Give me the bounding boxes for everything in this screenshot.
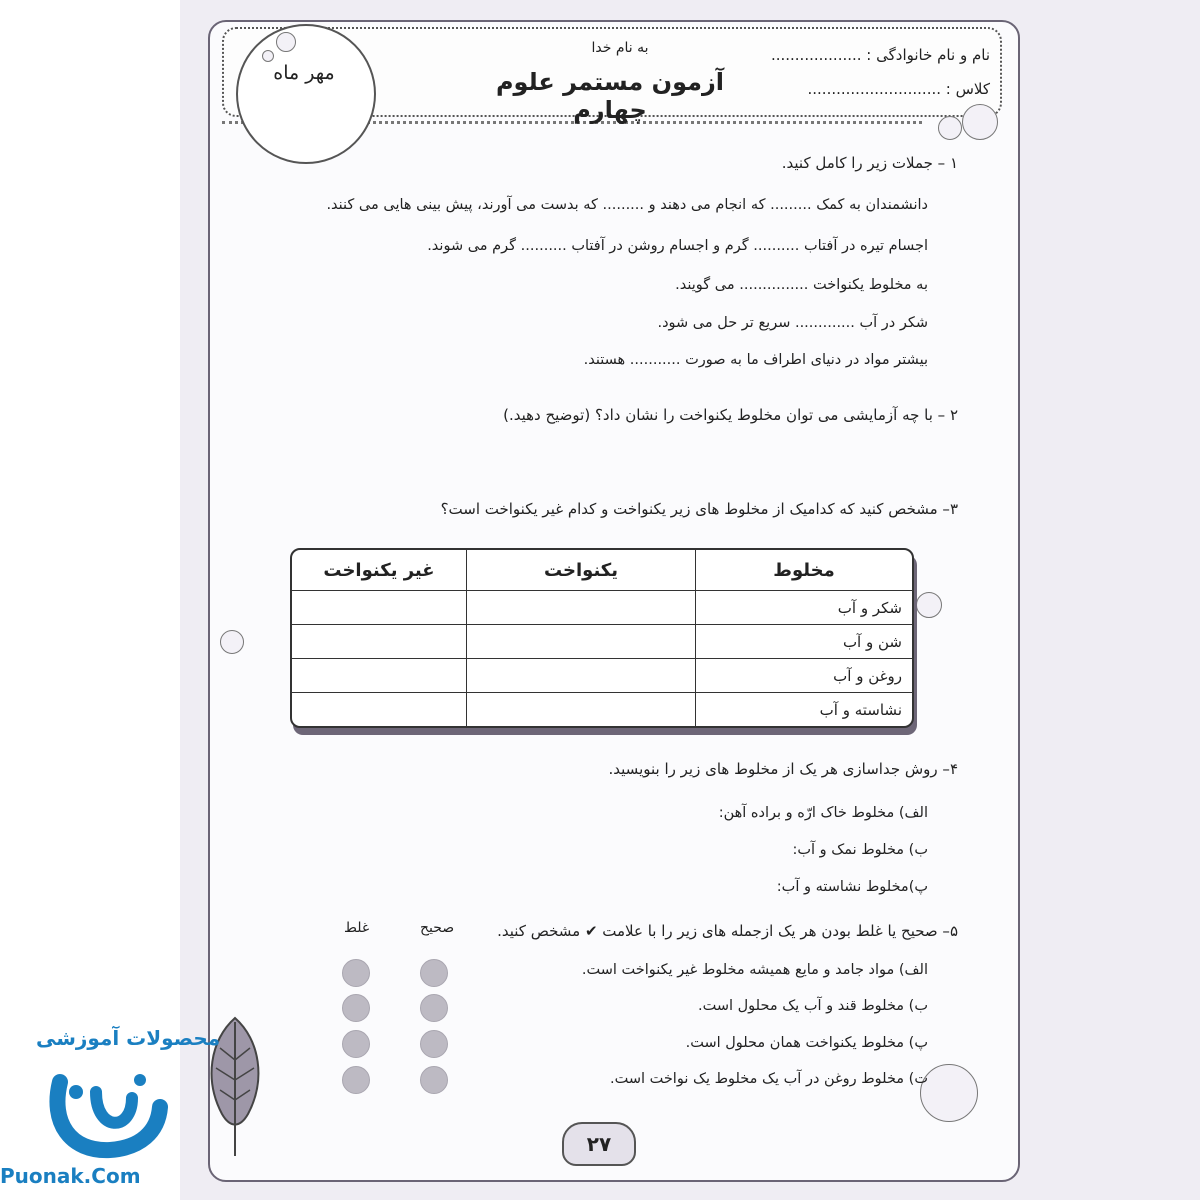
- question-4-title: ۴– روش جداسازی هر یک از مخلوط های زیر را بنویسید.: [608, 760, 958, 778]
- page-number: ۲۷: [562, 1122, 636, 1166]
- answer-cell[interactable]: [466, 625, 695, 659]
- brand-logo-icon: [40, 1062, 170, 1162]
- answer-cell[interactable]: [466, 659, 695, 693]
- false-answer-circle[interactable]: [342, 1066, 370, 1094]
- q1-line: بیشتر مواد در دنیای اطراف ما به صورت ........... هستند.: [583, 352, 928, 368]
- answer-cell[interactable]: [292, 591, 466, 625]
- question-1-title: ۱ – جملات زیر را کامل کنید.: [781, 154, 958, 172]
- answer-cell[interactable]: [292, 625, 466, 659]
- true-column-label: صحیح: [420, 920, 455, 936]
- answer-cell[interactable]: [292, 659, 466, 693]
- true-answer-circle[interactable]: [420, 1030, 448, 1058]
- q5-item: الف) مواد جامد و مایع همیشه مخلوط غیر یکنواخت است.: [581, 962, 928, 978]
- answer-cell[interactable]: [292, 693, 466, 726]
- month-badge: [236, 24, 376, 164]
- q1-line: اجسام تیره در آفتاب .......... گرم و اجسام روشن در آفتاب .......... گرم می شوند.: [427, 238, 928, 254]
- page-title: آزمون مستمر علوم چهارم: [495, 68, 725, 124]
- table-row: [292, 659, 912, 693]
- q1-line: دانشمندان به کمک ......... که انجام می دهند و ......... که بدست می آورند، پیش بینی هایی می کنند.: [326, 197, 928, 213]
- mixture-name: روغن و آب: [695, 659, 912, 693]
- table-row: [292, 625, 912, 659]
- brand-tagline: محصولات آموزشی: [36, 1026, 221, 1050]
- month-label: مهر ماه: [273, 62, 335, 84]
- bubble-decoration: [938, 116, 962, 140]
- false-answer-circle[interactable]: [342, 1030, 370, 1058]
- mixture-name: شکر و آب: [695, 591, 912, 625]
- false-answer-circle[interactable]: [342, 994, 370, 1022]
- question-2-title: ۲ – با چه آزمایشی می توان مخلوط یکنواخت را نشان داد؟ (توضیح دهید.): [503, 406, 958, 424]
- q4-item: ب) مخلوط نمک و آب:: [792, 842, 928, 858]
- q4-item: الف) مخلوط خاک ارّه و براده آهن:: [718, 805, 928, 821]
- true-answer-circle[interactable]: [420, 959, 448, 987]
- mixture-table: [290, 548, 914, 728]
- mixture-name: نشاسته و آب: [695, 693, 912, 726]
- table-row: [292, 693, 912, 726]
- bubble-decoration: [920, 1064, 978, 1122]
- name-field[interactable]: نام و نام خانوادگی : ...................: [770, 46, 990, 64]
- q1-line: شکر در آب ............. سریع تر حل می شود.: [657, 315, 928, 331]
- q5-item: ت) مخلوط روغن در آب یک مخلوط یک نواخت است.: [609, 1071, 928, 1087]
- q5-item: پ) مخلوط یکنواخت همان محلول است.: [685, 1035, 928, 1051]
- bubble-decoration: [962, 104, 998, 140]
- class-field[interactable]: کلاس : ............................: [807, 80, 990, 98]
- false-column-label: غلط: [344, 920, 370, 936]
- true-answer-circle[interactable]: [420, 994, 448, 1022]
- question-3-title: ۳– مشخص کنید که کدامیک از مخلوط های زیر یکنواخت و کدام غیر یکنواخت است؟: [440, 500, 958, 518]
- bubble-decoration: [916, 592, 942, 618]
- column-header: غیر یکنواخت: [292, 550, 466, 591]
- basmala: به نام خدا: [591, 40, 649, 56]
- mixture-name: شن و آب: [695, 625, 912, 659]
- column-header: مخلوط: [695, 550, 912, 591]
- bubble-decoration: [220, 630, 244, 654]
- answer-cell[interactable]: [466, 693, 695, 726]
- table-header-row: [292, 550, 912, 591]
- bubble-decoration: [262, 50, 274, 62]
- false-answer-circle[interactable]: [342, 959, 370, 987]
- question-5-title: ۵– صحیح یا غلط بودن هر یک ازجمله های زیر را با علامت ✔ مشخص کنید.: [497, 922, 958, 940]
- q1-line: به مخلوط یکنواخت ............... می گویند.: [675, 277, 928, 293]
- table-row: [292, 591, 912, 625]
- answer-cell[interactable]: [466, 591, 695, 625]
- true-answer-circle[interactable]: [420, 1066, 448, 1094]
- bubble-decoration: [276, 32, 296, 52]
- brand-website: Puonak.Com: [0, 1164, 141, 1188]
- q4-item: پ)مخلوط نشاسته و آب:: [776, 879, 928, 895]
- column-header: یکنواخت: [466, 550, 695, 591]
- q5-item: ب) مخلوط قند و آب یک محلول است.: [698, 998, 928, 1014]
